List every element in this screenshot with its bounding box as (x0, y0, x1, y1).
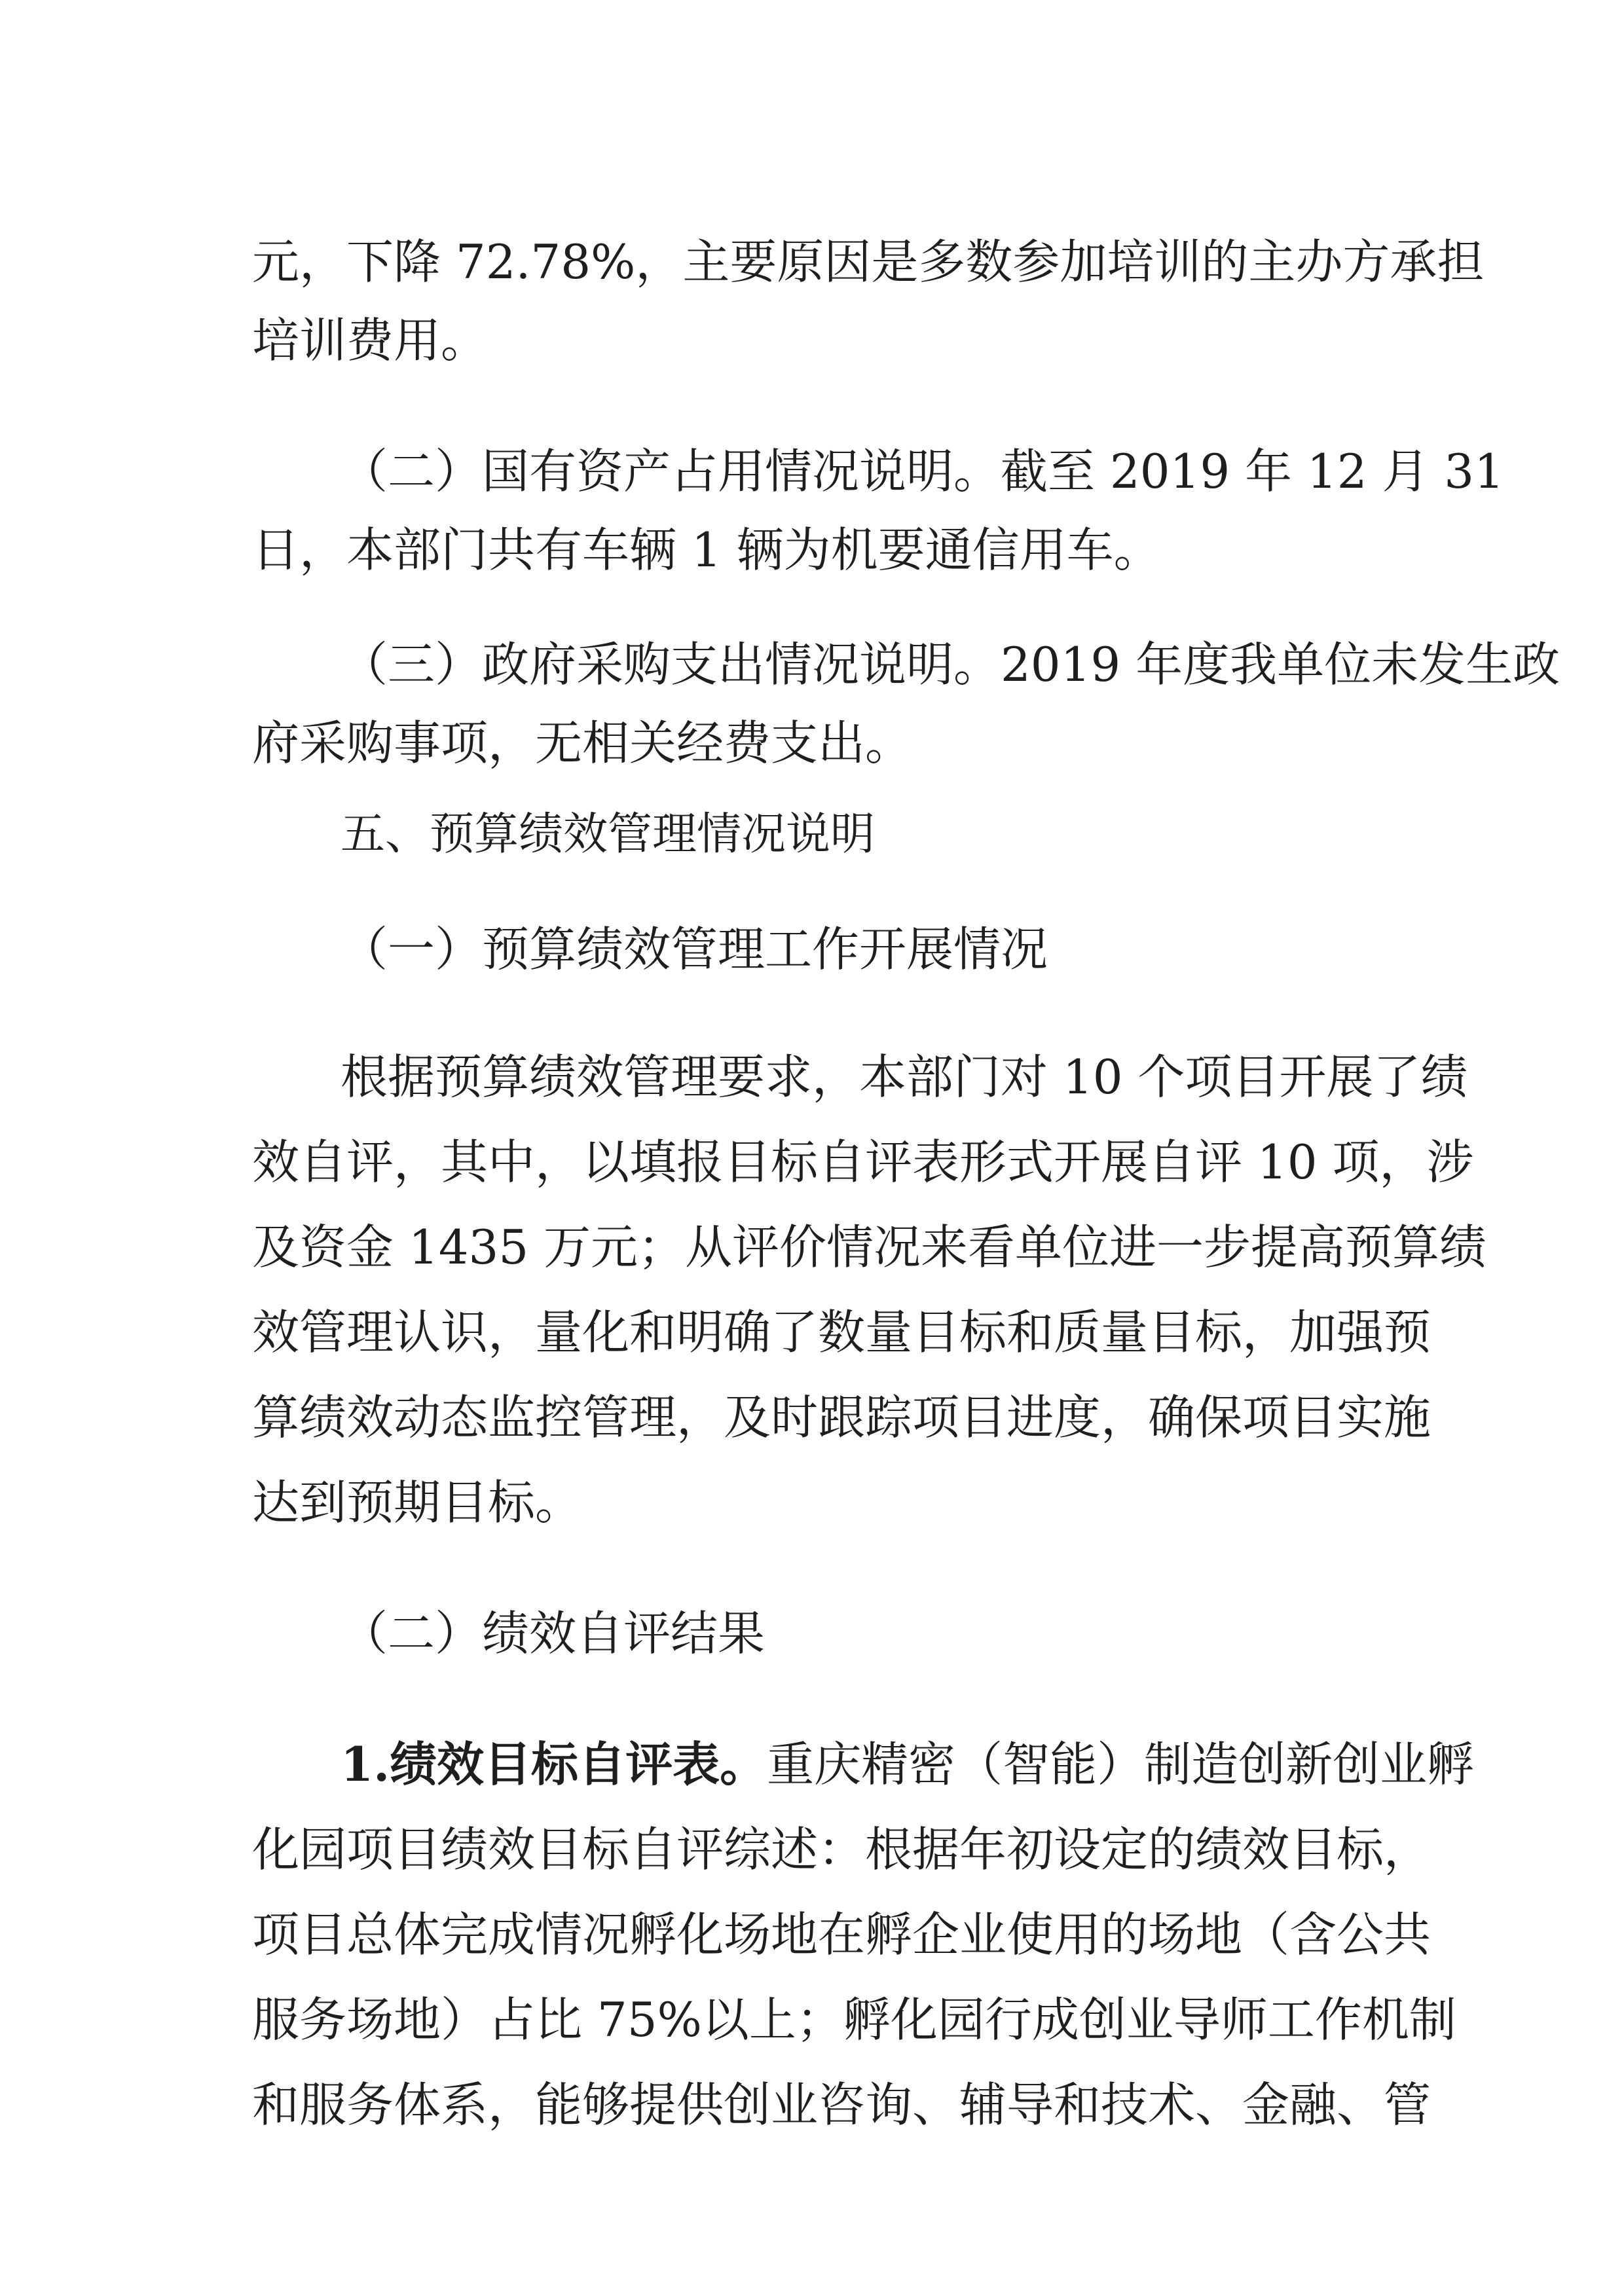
paragraph-line: 服务场地）占比 75%以上；孵化园行成创业导师工作机制 (252, 1992, 1456, 2047)
paragraph-line: 化园项目绩效目标自评综述：根据年初设定的绩效目标， (252, 1822, 1431, 1877)
paragraph-line: 效管理认识，量化和明确了数量目标和质量目标，加强预 (252, 1305, 1431, 1360)
paragraph-line: （三）政府采购支出情况说明。2019 年度我单位未发生政 (341, 637, 1560, 692)
section-heading: 五、预算绩效管理情况说明 (341, 809, 876, 860)
item-lead-bold: 1.绩效目标自评表。 (341, 1736, 767, 1792)
paragraph-line: 和服务体系，能够提供创业咨询、辅导和技术、金融、管 (252, 2077, 1431, 2132)
subsection-heading: （一）预算绩效管理工作开展情况 (341, 922, 1048, 977)
paragraph-line (341, 1732, 1475, 1797)
paragraph-line: 效自评，其中，以填报目标自评表形式开展自评 10 项，涉 (252, 1135, 1474, 1190)
paragraph-line: 日，本部门共有车辆 1 辆为机要通信用车。 (252, 522, 1161, 577)
paragraph-line: 府采购事项，无相关经费支出。 (252, 716, 913, 771)
paragraph-line: 根据预算绩效管理要求，本部门对 10 个项目开展了绩 (341, 1049, 1468, 1104)
paragraph-line: 算绩效动态监控管理，及时跟踪项目进度，确保项目实施 (252, 1390, 1431, 1445)
subsection-heading: （二）绩效自评结果 (341, 1606, 766, 1661)
paragraph-line: 及资金 1435 万元；从评价情况来看单位进一步提高预算绩 (252, 1220, 1487, 1275)
paragraph-line: 元，下降 72.78%，主要原因是多数参加培训的主办方承担 (252, 234, 1485, 289)
paragraph-line: （二）国有资产占用情况说明。截至 2019 年 12 月 31 (341, 444, 1504, 499)
item-lead-text: 重庆精密（智能）制造创新创业孵 (767, 1737, 1475, 1792)
paragraph-line: 项目总体完成情况孵化场地在孵企业使用的场地（含公共 (252, 1907, 1431, 1962)
paragraph-line: 达到预期目标。 (252, 1475, 583, 1530)
paragraph-line: 培训费用。 (252, 313, 489, 368)
